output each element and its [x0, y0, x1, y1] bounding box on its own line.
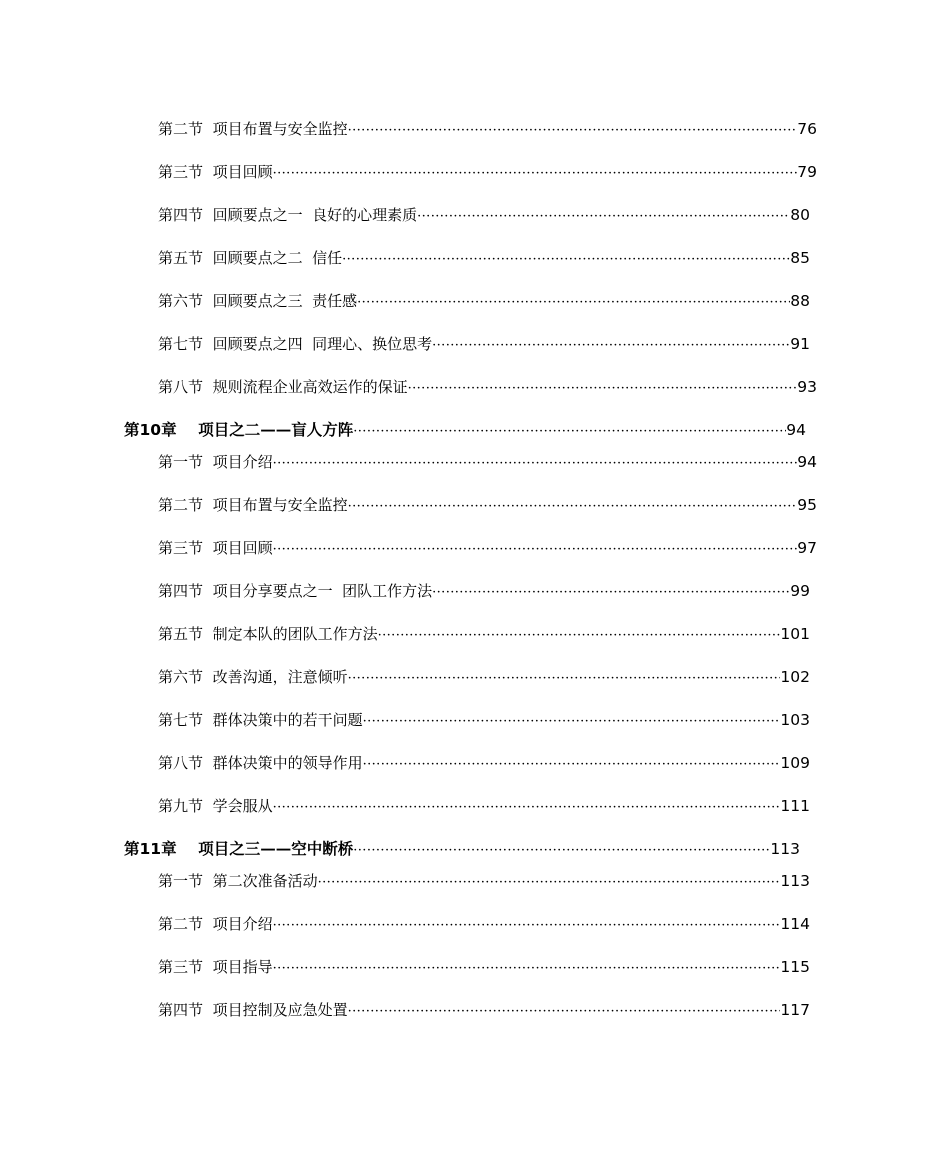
dot-leader: [363, 753, 781, 775]
toc-page-number: 102: [780, 668, 810, 686]
dot-leader: [357, 291, 790, 313]
toc-entry-label: 第一节 第二次准备活动: [158, 872, 318, 890]
toc-entry[interactable]: [158, 536, 817, 560]
dot-leader: [273, 538, 798, 560]
toc-page-number: 76: [797, 120, 817, 138]
toc-entry-label: 第四节 项目分享要点之一 团队工作方法: [158, 582, 433, 600]
toc-entry-label: 第三节 项目指导: [158, 958, 273, 976]
toc-entry-label: 第二节 项目布置与安全监控: [158, 496, 348, 514]
toc-entry[interactable]: [158, 203, 810, 227]
toc-page-number: 94: [786, 421, 806, 439]
toc-entry[interactable]: [158, 579, 810, 603]
toc-page-number: 113: [780, 872, 810, 890]
dot-leader: [348, 1000, 781, 1022]
dot-leader: [273, 452, 798, 474]
toc-page-number: 97: [797, 539, 817, 557]
toc-entry[interactable]: [158, 794, 810, 818]
toc-entry-label: 第二节 项目布置与安全监控: [158, 120, 348, 138]
toc-entry-label: 第七节 回顾要点之四 同理心、换位思考: [158, 335, 433, 353]
dot-leader: [273, 914, 781, 936]
dot-leader: [273, 162, 798, 184]
toc-page-number: 103: [780, 711, 810, 729]
toc-entry-label: 第三节 项目回顾: [158, 163, 273, 181]
toc-entry[interactable]: [158, 751, 810, 775]
dot-leader: [378, 624, 781, 646]
dot-leader: [353, 420, 786, 442]
toc-page-number: 99: [790, 582, 810, 600]
toc-entry-label: 第八节 规则流程企业高效运作的保证: [158, 378, 408, 396]
toc-entry-label: 第七节 群体决策中的若干问题: [158, 711, 363, 729]
toc-entry[interactable]: [158, 998, 810, 1022]
toc-entry[interactable]: [158, 912, 810, 936]
toc-entry-label: 第六节 回顾要点之三 责任感: [158, 292, 358, 310]
toc-page-number: 115: [780, 958, 810, 976]
toc-entry[interactable]: [158, 955, 810, 979]
toc-page-number: 93: [797, 378, 817, 396]
toc-page-number: 114: [780, 915, 810, 933]
dot-leader: [348, 667, 781, 689]
dot-leader: [363, 710, 781, 732]
dot-leader: [342, 248, 790, 270]
dot-leader: [353, 839, 770, 861]
toc-entry[interactable]: [158, 622, 810, 646]
toc-page-number: 85: [790, 249, 810, 267]
toc-entry-label: 第四节 项目控制及应急处置: [158, 1001, 348, 1019]
toc-entry[interactable]: [158, 332, 810, 356]
toc-entry-label: 第一节 项目介绍: [158, 453, 273, 471]
toc-entry[interactable]: [158, 708, 810, 732]
toc-entry[interactable]: [158, 493, 817, 517]
toc-entry-label: 第四节 回顾要点之一 良好的心理素质: [158, 206, 418, 224]
toc-entry[interactable]: [158, 869, 810, 893]
toc-page-number: 109: [780, 754, 810, 772]
toc-entry-label: 第六节 改善沟通，注意倾听: [158, 668, 348, 686]
toc-page-number: 91: [790, 335, 810, 353]
dot-leader: [348, 495, 798, 517]
toc-entry[interactable]: [158, 450, 817, 474]
toc-entry[interactable]: [158, 665, 810, 689]
toc-entry-label: 第三节 项目回顾: [158, 539, 273, 557]
toc-entry[interactable]: [158, 375, 817, 399]
toc-chapter-entry[interactable]: [124, 418, 806, 442]
toc-entry[interactable]: [158, 289, 810, 313]
toc-entry[interactable]: [158, 117, 817, 141]
toc-entry-label: 第九节 学会服从: [158, 797, 273, 815]
dot-leader: [273, 796, 781, 818]
dot-leader: [408, 377, 798, 399]
dot-leader: [417, 205, 790, 227]
toc-page-number: 95: [797, 496, 817, 514]
toc-chapter-entry[interactable]: [124, 837, 800, 861]
toc-page-number: 88: [790, 292, 810, 310]
dot-leader: [432, 581, 790, 603]
toc-page-number: 80: [790, 206, 810, 224]
toc-page-number: 113: [770, 840, 800, 858]
toc-entry[interactable]: [158, 246, 810, 270]
dot-leader: [432, 334, 790, 356]
dot-leader: [273, 957, 781, 979]
dot-leader: [318, 871, 781, 893]
toc-entry-label: 第八节 群体决策中的领导作用: [158, 754, 363, 772]
toc-entry-label: 第五节 制定本队的团队工作方法: [158, 625, 378, 643]
toc-page-number: 111: [780, 797, 810, 815]
toc-chapter-label: 第11章 项目之三——空中断桥: [124, 839, 354, 858]
toc-page-number: 101: [780, 625, 810, 643]
dot-leader: [348, 119, 798, 141]
toc-page-number: 94: [797, 453, 817, 471]
toc-entry-label: 第二节 项目介绍: [158, 915, 273, 933]
toc-chapter-label: 第10章 项目之二——盲人方阵: [124, 420, 354, 439]
toc-entry-label: 第五节 回顾要点之二 信任: [158, 249, 343, 267]
toc-page-number: 117: [780, 1001, 810, 1019]
toc-page-number: 79: [797, 163, 817, 181]
toc-entry[interactable]: [158, 160, 817, 184]
